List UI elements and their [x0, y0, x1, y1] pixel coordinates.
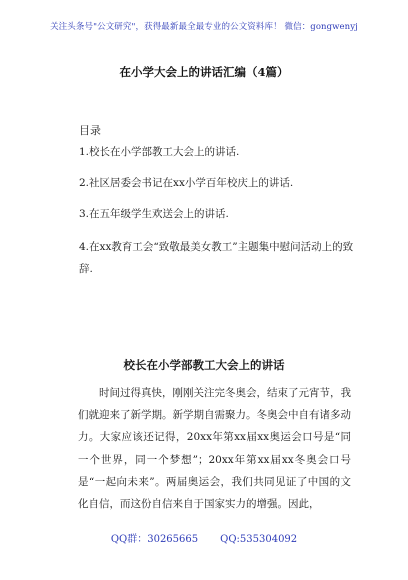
footer-contact: [0, 530, 408, 545]
toc-item: 2.社区居委会书记在xx小学百年校庆上的讲话.: [79, 177, 294, 189]
table-of-contents: [79, 143, 354, 293]
body-paragraph: 时间过得真快，刚刚关注完冬奥会，结束了元宵节，我们就迎来了新学期。新学期自需聚力。冬奥会中自有诸多动力。大家应该还记得，20xx年第xx届xx奥运会口号是“同一个世界，同一个梦想”；20xx年第xx届xx冬奥会口号是“一起向未来”。两届奥运会，我们共同见证了中国的文化自信，而这份自信来自于国家实力的增强。因此，: [78, 387, 351, 511]
document-title: 在小学大会上的讲话汇编（4篇）: [119, 65, 289, 79]
toc-item: 1.校长在小学部教工大会上的讲话.: [79, 146, 240, 158]
toc-heading: 目录: [79, 124, 101, 137]
qq-group-number: QQ群：30265665: [110, 534, 199, 545]
qq-number: QQ:535304092: [220, 534, 298, 545]
header-notice: 关注头条号"公文研究"，获得最新最全最专业的公文资料库！ 微信：gongwenyj: [50, 22, 358, 32]
toc-item: 3.在五年级学生欢送会上的讲话.: [79, 208, 229, 220]
section-title: 校长在小学部教工大会上的讲话: [123, 358, 285, 372]
toc-item: 4.在xx教育工会“致敬最美女教工”主题集中慰问活动上的致辞.: [79, 241, 354, 275]
